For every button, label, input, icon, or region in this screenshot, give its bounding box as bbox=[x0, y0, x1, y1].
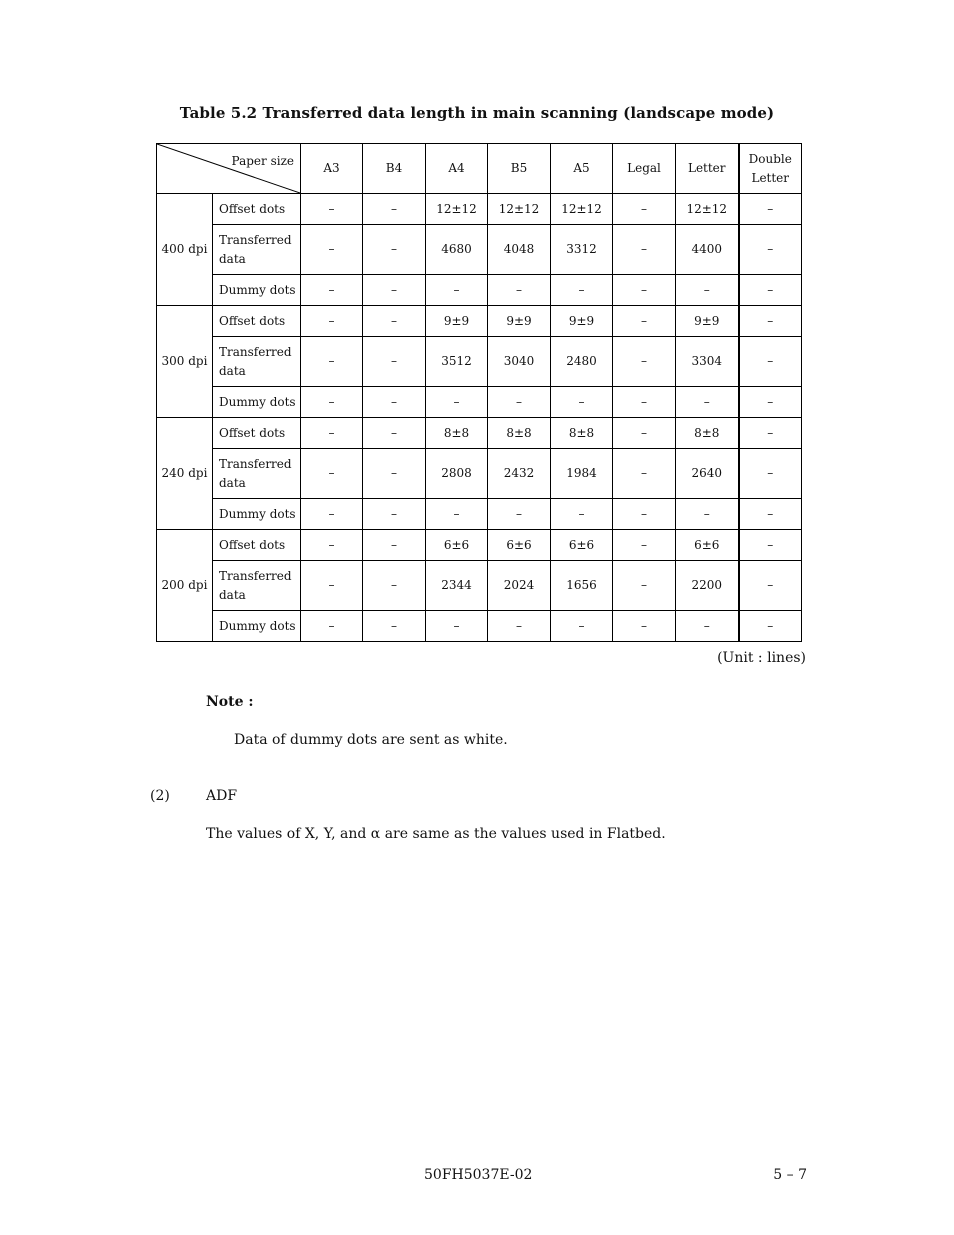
table-cell: – bbox=[739, 561, 802, 611]
table-row bbox=[157, 611, 802, 642]
table-cell: – bbox=[613, 418, 676, 449]
table-row bbox=[157, 306, 802, 337]
table-cell: – bbox=[613, 611, 676, 642]
row-label: Offset dots bbox=[213, 530, 301, 561]
table-cell: – bbox=[363, 306, 426, 337]
table-cell: – bbox=[739, 387, 802, 418]
column-header: Legal bbox=[613, 144, 676, 194]
table-cell: 2344 bbox=[426, 561, 488, 611]
data-table bbox=[156, 143, 802, 642]
table-cell: – bbox=[301, 499, 363, 530]
table-cell: – bbox=[739, 499, 802, 530]
table-cell: 3312 bbox=[551, 225, 613, 275]
section-body: The values of X, Y, and α are same as the values used in Flatbed. bbox=[206, 826, 666, 842]
table-cell: – bbox=[613, 194, 676, 225]
table-row bbox=[157, 387, 802, 418]
table-cell: – bbox=[613, 306, 676, 337]
resolution-label: 300 dpi bbox=[157, 306, 213, 418]
table-row bbox=[157, 275, 802, 306]
table-cell: – bbox=[488, 387, 551, 418]
table-cell: 12±12 bbox=[676, 194, 739, 225]
table-cell: – bbox=[363, 449, 426, 499]
row-label: Transferred data bbox=[213, 337, 301, 387]
table-cell: – bbox=[488, 611, 551, 642]
column-header: Double Letter bbox=[739, 144, 802, 194]
row-label: Transferred data bbox=[213, 561, 301, 611]
table-title: Table 5.2 Transferred data length in main scanning (landscape mode) bbox=[179, 104, 775, 122]
table-row bbox=[157, 337, 802, 387]
table-cell: – bbox=[363, 337, 426, 387]
table-cell: – bbox=[551, 499, 613, 530]
table-cell: 9±9 bbox=[488, 306, 551, 337]
column-header: B4 bbox=[363, 144, 426, 194]
table-cell: – bbox=[739, 337, 802, 387]
table-cell: 2640 bbox=[676, 449, 739, 499]
table-cell: – bbox=[301, 194, 363, 225]
unit-label: (Unit : lines) bbox=[717, 650, 806, 666]
table-cell: 12±12 bbox=[488, 194, 551, 225]
note-body: Data of dummy dots are sent as white. bbox=[234, 732, 508, 748]
table-cell: – bbox=[301, 449, 363, 499]
table-cell: – bbox=[613, 499, 676, 530]
table-row bbox=[157, 418, 802, 449]
table-row bbox=[157, 561, 802, 611]
table-cell: 2200 bbox=[676, 561, 739, 611]
table-cell: – bbox=[613, 449, 676, 499]
table-cell: – bbox=[613, 561, 676, 611]
table-cell: 3512 bbox=[426, 337, 488, 387]
table-cell: – bbox=[613, 225, 676, 275]
column-header: Letter bbox=[676, 144, 739, 194]
table-cell: 3304 bbox=[676, 337, 739, 387]
table-cell: – bbox=[363, 275, 426, 306]
table-cell: – bbox=[426, 275, 488, 306]
table-cell: 2432 bbox=[488, 449, 551, 499]
resolution-label: 400 dpi bbox=[157, 194, 213, 306]
resolution-label: 240 dpi bbox=[157, 418, 213, 530]
table-cell: – bbox=[739, 306, 802, 337]
table-cell: 4400 bbox=[676, 225, 739, 275]
table-cell: 1656 bbox=[551, 561, 613, 611]
row-label: Dummy dots bbox=[213, 499, 301, 530]
table-row bbox=[157, 499, 802, 530]
table-cell: 8±8 bbox=[426, 418, 488, 449]
column-header: B5 bbox=[488, 144, 551, 194]
table-cell: – bbox=[301, 418, 363, 449]
table-cell: – bbox=[363, 530, 426, 561]
corner-label: Paper size bbox=[231, 154, 294, 168]
note-heading: Note : bbox=[206, 694, 254, 710]
table-cell: 8±8 bbox=[551, 418, 613, 449]
table-cell: – bbox=[676, 499, 739, 530]
table-cell: – bbox=[301, 225, 363, 275]
table-cell: – bbox=[363, 611, 426, 642]
table-cell: 6±6 bbox=[426, 530, 488, 561]
row-label: Transferred data bbox=[213, 225, 301, 275]
corner-cell bbox=[157, 144, 301, 194]
table-cell: 8±8 bbox=[488, 418, 551, 449]
table-cell: – bbox=[676, 387, 739, 418]
table-cell: 9±9 bbox=[676, 306, 739, 337]
header-row bbox=[157, 144, 802, 194]
table-cell: – bbox=[739, 275, 802, 306]
table-cell: – bbox=[551, 275, 613, 306]
table-cell: – bbox=[301, 561, 363, 611]
table-cell: – bbox=[363, 225, 426, 275]
resolution-label: 200 dpi bbox=[157, 530, 213, 642]
table-cell: – bbox=[488, 275, 551, 306]
table-cell: – bbox=[301, 387, 363, 418]
table-cell: – bbox=[301, 530, 363, 561]
table-cell: – bbox=[739, 611, 802, 642]
table-cell: – bbox=[613, 387, 676, 418]
row-label: Offset dots bbox=[213, 306, 301, 337]
table-cell: – bbox=[739, 225, 802, 275]
table-cell: 2808 bbox=[426, 449, 488, 499]
page-number: 5 – 7 bbox=[773, 1167, 807, 1183]
column-header: A4 bbox=[426, 144, 488, 194]
table-cell: 6±6 bbox=[676, 530, 739, 561]
table-body bbox=[157, 194, 802, 642]
table-cell: – bbox=[613, 530, 676, 561]
table-cell: 9±9 bbox=[551, 306, 613, 337]
table-cell: – bbox=[613, 337, 676, 387]
table-cell: – bbox=[301, 275, 363, 306]
table-row bbox=[157, 449, 802, 499]
table-cell: – bbox=[613, 275, 676, 306]
table-cell: – bbox=[301, 611, 363, 642]
table-cell: 12±12 bbox=[551, 194, 613, 225]
table-cell: – bbox=[551, 611, 613, 642]
row-label: Transferred data bbox=[213, 449, 301, 499]
table-cell: 2024 bbox=[488, 561, 551, 611]
table-cell: – bbox=[426, 387, 488, 418]
table-cell: – bbox=[301, 306, 363, 337]
table-row bbox=[157, 194, 802, 225]
column-header: A5 bbox=[551, 144, 613, 194]
table-cell: 2480 bbox=[551, 337, 613, 387]
column-header: A3 bbox=[301, 144, 363, 194]
table-cell: – bbox=[363, 387, 426, 418]
table-cell: – bbox=[488, 499, 551, 530]
table-cell: 9±9 bbox=[426, 306, 488, 337]
row-label: Dummy dots bbox=[213, 387, 301, 418]
table-row bbox=[157, 225, 802, 275]
table-cell: 8±8 bbox=[676, 418, 739, 449]
table-cell: – bbox=[363, 561, 426, 611]
table-cell: – bbox=[739, 194, 802, 225]
table-cell: – bbox=[426, 611, 488, 642]
table-cell: 6±6 bbox=[551, 530, 613, 561]
row-label: Dummy dots bbox=[213, 275, 301, 306]
table-cell: – bbox=[363, 499, 426, 530]
table-cell: 3040 bbox=[488, 337, 551, 387]
table-cell: – bbox=[676, 275, 739, 306]
table-cell: 12±12 bbox=[426, 194, 488, 225]
table-cell: 1984 bbox=[551, 449, 613, 499]
section-title: ADF bbox=[206, 788, 238, 804]
table-cell: – bbox=[739, 418, 802, 449]
table-cell: – bbox=[551, 387, 613, 418]
document-code: 50FH5037E-02 bbox=[424, 1167, 533, 1183]
table-cell: – bbox=[426, 499, 488, 530]
row-label: Dummy dots bbox=[213, 611, 301, 642]
table-cell: 4680 bbox=[426, 225, 488, 275]
table-cell: 6±6 bbox=[488, 530, 551, 561]
section-number: (2) bbox=[150, 788, 170, 804]
table-row bbox=[157, 530, 802, 561]
row-label: Offset dots bbox=[213, 194, 301, 225]
table-cell: 4048 bbox=[488, 225, 551, 275]
row-label: Offset dots bbox=[213, 418, 301, 449]
table-cell: – bbox=[739, 449, 802, 499]
table-cell: – bbox=[676, 611, 739, 642]
table-cell: – bbox=[363, 418, 426, 449]
table-cell: – bbox=[301, 337, 363, 387]
table-cell: – bbox=[739, 530, 802, 561]
table-cell: – bbox=[363, 194, 426, 225]
